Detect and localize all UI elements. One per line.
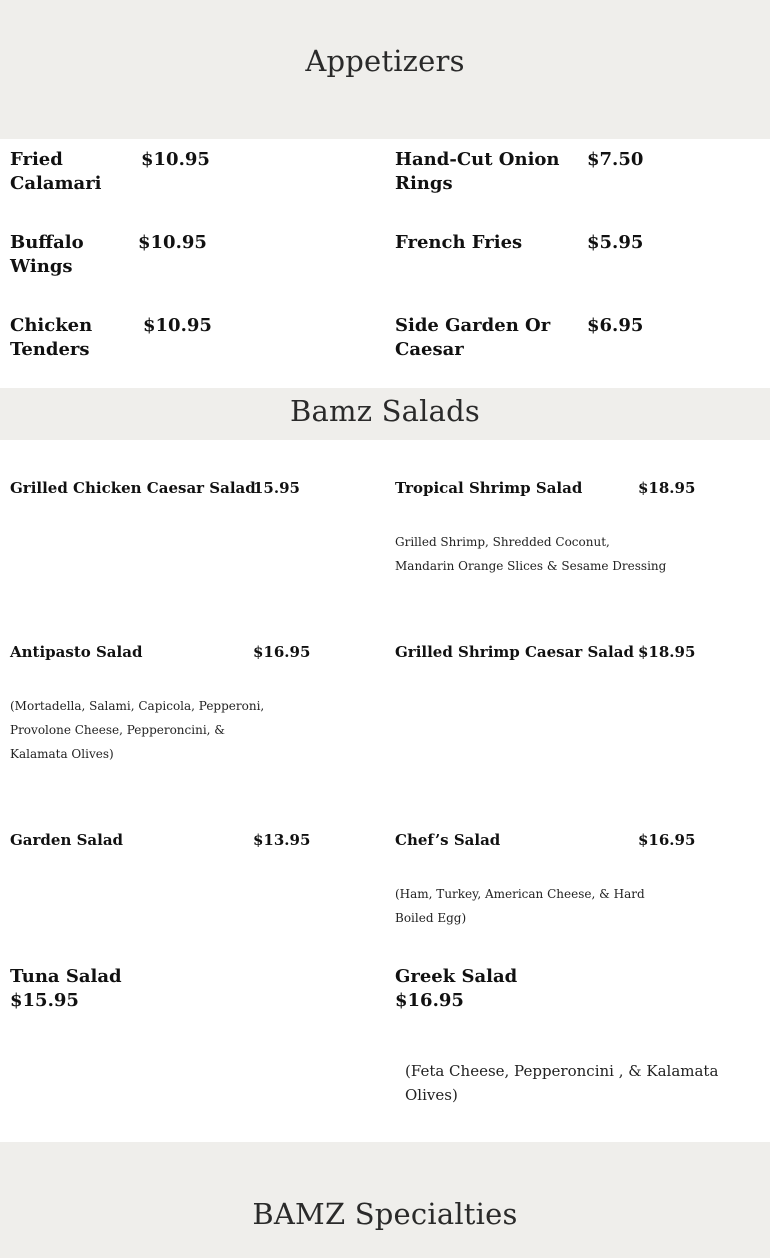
- appetizer-price: $10.95: [141, 149, 210, 170]
- appetizer-name-line2: Rings: [395, 173, 453, 194]
- salad-price: $13.95: [253, 831, 311, 849]
- appetizer-name-line2: Caesar: [395, 339, 464, 360]
- appetizer-name: Hand-Cut Onion: [395, 149, 560, 170]
- salad-description-line3: Kalamata Olives): [10, 747, 114, 761]
- appetizer-price: $10.95: [143, 315, 212, 336]
- salad-price: $18.95: [638, 643, 696, 661]
- appetizer-price: $6.95: [587, 315, 644, 336]
- salad-description-line2: Boiled Egg): [395, 911, 467, 925]
- salad-price: $16.95: [253, 643, 311, 661]
- appetizer-name: Fried: [10, 149, 63, 170]
- salad-name: Antipasto Salad: [10, 643, 143, 661]
- salad-price: $16.95: [395, 990, 464, 1011]
- salad-name: Tropical Shrimp Salad: [395, 479, 583, 497]
- appetizer-price: $7.50: [587, 149, 644, 170]
- salad-description-line2: Provolone Cheese, Pepperoncini, &: [10, 723, 225, 737]
- salad-description-line2: Mandarin Orange Slices & Sesame Dressing: [395, 559, 667, 573]
- salad-name: Grilled Shrimp Caesar Salad: [395, 643, 634, 661]
- salad-name: Grilled Chicken Caesar Salad: [10, 479, 256, 497]
- salad-price: $18.95: [638, 479, 696, 497]
- salad-price: $15.95: [10, 990, 79, 1011]
- appetizer-name-line2: Calamari: [10, 173, 102, 194]
- appetizer-price: $5.95: [587, 232, 644, 253]
- salad-description: Grilled Shrimp, Shredded Coconut,: [395, 535, 610, 549]
- appetizer-name-line2: Tenders: [10, 339, 90, 360]
- salads-title: Bamz Salads: [290, 394, 480, 428]
- appetizers-title: Appetizers: [305, 44, 465, 78]
- appetizer-name: Side Garden Or: [395, 315, 551, 336]
- salad-description-line2: Olives): [405, 1086, 458, 1104]
- specialties-title: BAMZ Specialties: [252, 1197, 518, 1231]
- salad-description: (Feta Cheese, Pepperoncini , & Kalamata: [405, 1062, 719, 1080]
- salad-description: (Ham, Turkey, American Cheese, & Hard: [395, 887, 645, 901]
- salad-name: Chef’s Salad: [395, 831, 501, 849]
- appetizer-name-line2: Wings: [10, 256, 73, 277]
- salad-name: Greek Salad: [395, 966, 518, 987]
- appetizer-name: Buffalo: [10, 232, 84, 253]
- appetizer-price: $10.95: [138, 232, 207, 253]
- salad-price: $16.95: [638, 831, 696, 849]
- salad-name: Tuna Salad: [10, 966, 122, 987]
- salad-description: (Mortadella, Salami, Capicola, Pepperoni,: [10, 699, 265, 713]
- appetizer-name: French Fries: [395, 232, 523, 253]
- salad-name: Garden Salad: [10, 831, 124, 849]
- salad-price: 15.95: [253, 479, 300, 497]
- appetizer-name: Chicken: [10, 315, 93, 336]
